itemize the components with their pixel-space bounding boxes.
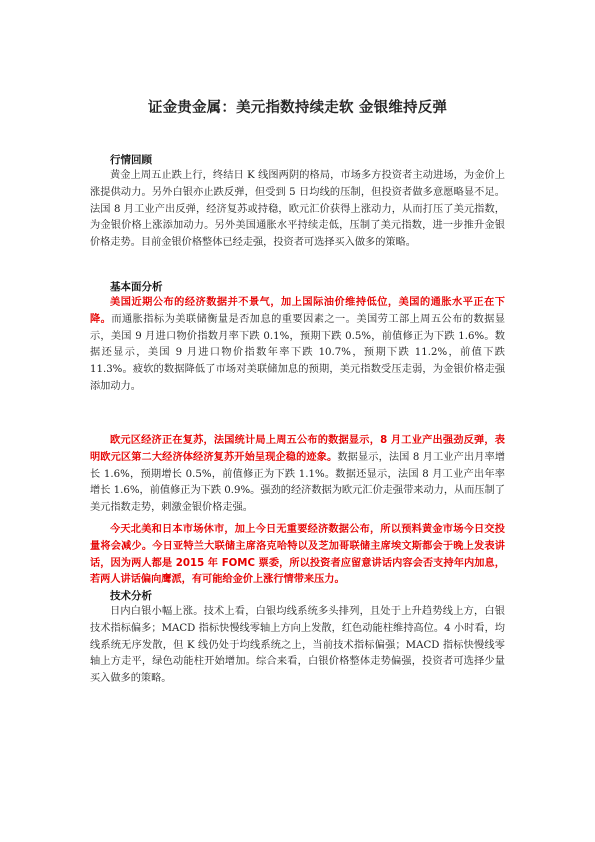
eu-body: 数据显示，法国 8 月工业产出月率增长 1.6%，预期增长 0.5%，前值修正为下跌 1.1%。数据还显示，法国 8 月工业产出年率增长 1.6%，前值修正为下跌 0.9%。强劲的经济数据为欧元汇价走强带来动力，从而压制了美元指数走势，刺激金银价格走强。 — [90, 451, 506, 514]
eu-highlight: 欧元区经济正在复苏，法国统计局上周五公布的数据显示，8 月工业产出强劲反弹，表明欧元区第二大经济体经济复苏开始呈现企稳的迹象。 — [90, 435, 505, 463]
review-paragraph: 黄金上周五止跌上行，终结日 K 线图两阴的格局，市场多方投资者主动进场，为金价上涨提供动力。另外白银亦止跌反弹，但受到 5 日均线的压制，但投资者做多意愿略显不足。法国 8 月工业产出反弹，经济复苏或持稳，欧元汇价获得上涨动力，从而打压了美元指数，为金银价格上涨添加动力。另外美国通胀水平持续走低，压制了美元指数，进一步推升金银价格走势。目前金银价格整体已经走强，投资者可选择买入做多的策略。 — [90, 170, 505, 249]
us-highlight: 美国近期公布的经济数据并不景气，加上国际油价维持低位，美国的通胀水平正在下降。 — [90, 297, 505, 325]
technical-paragraph: 日内白银小幅上涨。技术上看，白银均线系统多头排列，且处于上升趋势线上方，白银技术指标偏多；MACD 指标快慢线零轴上方向上发散，红色动能柱维持高位。4 小时看，均线系统无序发散，但 K 线仍处于均线系统之上，当前技术指标偏强；MACD 指标快慢线零轴上方走平，绿色动能柱开始增加。综合来看，白银价格整体走势偏强，投资者可选择少量买入做多的策略。 — [90, 606, 505, 685]
section-fundamental-analysis — [90, 279, 505, 396]
market-note-highlight: 今天北美和日本市场休市，加上今日无重要经济数据公布，所以预料黄金市场今日交投量将会减少。今日亚特兰大联储主席洛克哈特以及芝加哥联储主席埃文斯都会于晚上发表讲话，因为两人都是 2015 年 FOMC 票委，所以投资者应留意讲话内容会否支持年内加息，若两人讲话偏向鹰派，有可能给金价上涨行情带来压力。 — [90, 524, 505, 586]
section-heading-technical: 技术分析 — [110, 590, 152, 602]
us-body: 而通胀指标为美联储衡量是否加息的重要因素之一。美国劳工部上周五公布的数据显示，美国 9 月进口物价指数月率下跌 0.1%，预期下跌 0.5%，前值修正为下跌 1.6%。数据还显示，美国 9 月进口物价指数年率下跌 10.7%，预期下跌 11.2%，前值下跌 11.3%。疲软的数据降低了市场对美联储加息的预期，美元指数受压走弱，为金银价格走强添加动力。 — [90, 313, 506, 392]
eu-paragraph — [90, 433, 505, 517]
section-technical-analysis — [90, 588, 505, 688]
section-heading-fundamental: 基本面分析 — [110, 281, 163, 293]
section-heading-review: 行情回顾 — [110, 154, 152, 166]
market-note-paragraph — [90, 522, 505, 589]
section-market-review — [90, 152, 505, 252]
us-paragraph — [90, 295, 505, 396]
page-title: 证金贵金属：美元指数持续走软 金银维持反弹 — [147, 100, 448, 116]
